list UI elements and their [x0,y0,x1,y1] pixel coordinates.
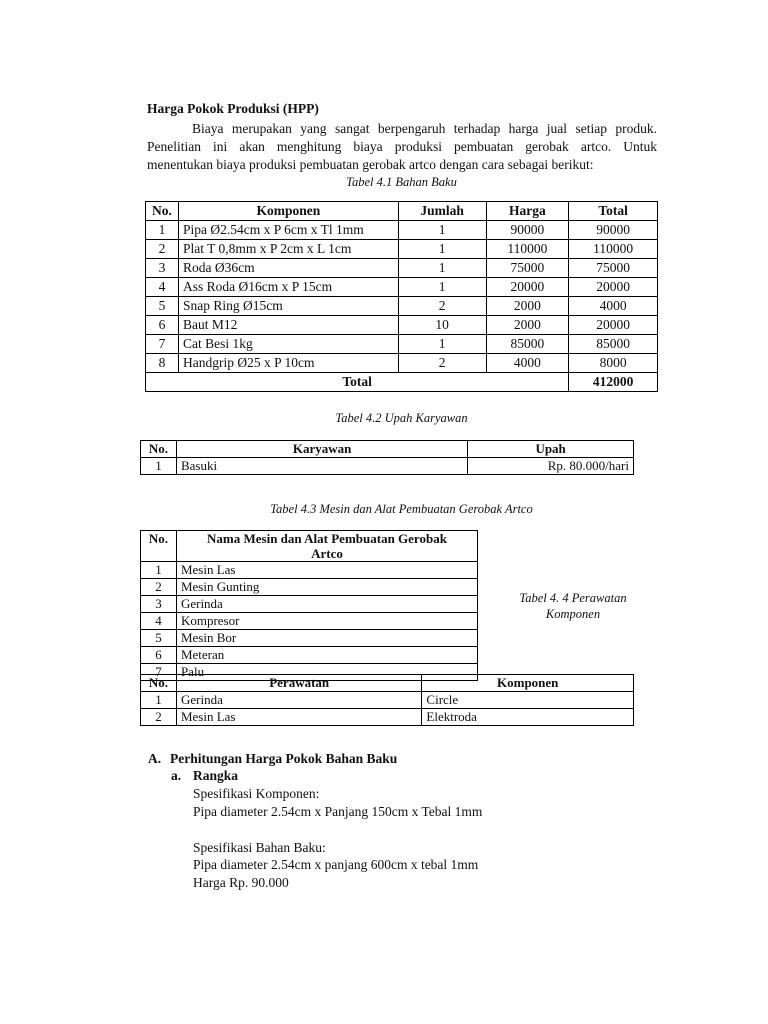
subsection-a-title: Rangka [193,768,239,783]
table-perawatan-komponen [140,674,634,726]
section-a-heading [148,751,397,767]
table4-caption-line2: Komponen [545,607,601,621]
cell-jumlah: 1 [398,278,486,297]
total-label: Total [146,373,569,392]
col-header: Perawatan [176,675,421,692]
cell-komponen: Pipa Ø2.54cm x P 6cm x Tl 1mm [178,221,398,240]
cell-komponen: Baut M12 [178,316,398,335]
cell-no: 1 [141,562,177,579]
spec-bahan-label: Spesifikasi Bahan Baku: [193,840,326,855]
cell-no: 2 [146,240,179,259]
table-bahan-baku [145,201,658,392]
table-row [146,221,658,240]
cell-no: 1 [146,221,179,240]
col-header: No. [141,675,177,692]
table-row [141,647,478,664]
cell-total: 85000 [569,335,658,354]
table-header-row [146,202,658,221]
intro-line-1: Biaya merupakan yang sangat berpengaruh terhadap harga jual setiap produk. [192,121,657,136]
cell-no: 6 [146,316,179,335]
table-row [146,335,658,354]
col-header: Upah [468,441,634,458]
table-mesin-alat [140,530,478,681]
table-row [146,354,658,373]
cell-komponen: Snap Ring Ø15cm [178,297,398,316]
cell-no: 5 [146,297,179,316]
col-header: Total [569,202,658,221]
cell-no: 3 [146,259,179,278]
col-header: No. [146,202,179,221]
cell-mesin: Mesin Gunting [176,579,477,596]
cell-mesin: Meteran [176,647,477,664]
col-header: Komponen [422,675,634,692]
section-heading: Harga Pokok Produksi (HPP) [147,101,319,116]
cell-karyawan: Basuki [176,458,467,475]
table2-caption: Tabel 4.2 Upah Karyawan [335,411,468,425]
cell-jumlah: 2 [398,297,486,316]
subsection-a-heading [171,768,238,784]
cell-total: 20000 [569,316,658,335]
cell-no: 1 [141,458,177,475]
cell-komponen: Circle [422,692,634,709]
subsection-a-label: a. [171,768,182,783]
table-row [141,562,478,579]
table1-caption: Tabel 4.1 Bahan Baku [346,175,457,189]
section-a-title: Perhitungan Harga Pokok Bahan Baku [170,751,398,766]
table-row [141,630,478,647]
cell-jumlah: 1 [398,259,486,278]
cell-harga: 20000 [486,278,569,297]
total-value: 412000 [569,373,658,392]
cell-harga: 2000 [486,316,569,335]
col-header: Komponen [178,202,398,221]
cell-no: 2 [141,709,177,726]
cell-komponen: Roda Ø36cm [178,259,398,278]
cell-no: 3 [141,596,177,613]
cell-harga: 2000 [486,297,569,316]
spec-komponen-value: Pipa diameter 2.54cm x Panjang 150cm x Tebal 1mm [193,804,483,819]
cell-no: 8 [146,354,179,373]
table-row [141,596,478,613]
table-row [141,579,478,596]
table-row [141,613,478,630]
cell-komponen: Ass Roda Ø16cm x P 15cm [178,278,398,297]
cell-total: 90000 [569,221,658,240]
cell-upah: Rp. 80.000/hari [468,458,634,475]
cell-harga: 90000 [486,221,569,240]
table-row [141,458,634,475]
table-header-row [141,531,478,562]
intro-line-2: Penelitian ini akan menghitung biaya produksi pembuatan gerobak artco. Untuk [147,139,657,154]
col-header: Karyawan [176,441,467,458]
cell-mesin: Mesin Bor [176,630,477,647]
cell-no: 6 [141,647,177,664]
cell-mesin: Gerinda [176,596,477,613]
cell-komponen: Handgrip Ø25 x P 10cm [178,354,398,373]
cell-no: 4 [141,613,177,630]
section-a-label: A. [148,751,162,766]
cell-komponen: Plat T 0,8mm x P 2cm x L 1cm [178,240,398,259]
cell-total: 75000 [569,259,658,278]
table-row [146,297,658,316]
cell-mesin: Palu [176,664,477,681]
table-row [146,240,658,259]
cell-no: 5 [141,630,177,647]
table-header-row [141,675,634,692]
cell-total: 4000 [569,297,658,316]
col-header: No. [141,441,177,458]
spec-komponen-label: Spesifikasi Komponen: [193,786,320,801]
table4-caption [500,590,646,622]
table-row [146,259,658,278]
table-row [141,692,634,709]
cell-jumlah: 1 [398,335,486,354]
cell-no: 7 [141,664,177,681]
cell-komponen: Elektroda [422,709,634,726]
spec-bahan-value: Pipa diameter 2.54cm x panjang 600cm x tebal 1mm [193,857,479,872]
cell-jumlah: 10 [398,316,486,335]
intro-line-3: menentukan biaya produksi pembuatan gerobak artco dengan cara sebagai berikut: [147,157,594,172]
cell-jumlah: 1 [398,240,486,259]
table3-caption: Tabel 4.3 Mesin dan Alat Pembuatan Gerobak Artco [270,502,533,516]
table-row [141,709,634,726]
cell-harga: 75000 [486,259,569,278]
table-row [146,316,658,335]
table-total-row [146,373,658,392]
table4-caption-line1: Tabel 4. 4 Perawatan [519,591,627,605]
cell-mesin: Kompresor [176,613,477,630]
table-row [146,278,658,297]
cell-harga: 110000 [486,240,569,259]
cell-no: 7 [146,335,179,354]
col-header: No. [141,531,177,562]
cell-harga: 85000 [486,335,569,354]
cell-harga: 4000 [486,354,569,373]
cell-total: 20000 [569,278,658,297]
cell-komponen: Cat Besi 1kg [178,335,398,354]
cell-jumlah: 1 [398,221,486,240]
cell-mesin: Mesin Las [176,562,477,579]
cell-perawatan: Mesin Las [176,709,421,726]
table-header-row [141,441,634,458]
cell-no: 4 [146,278,179,297]
cell-no: 2 [141,579,177,596]
col-header: Jumlah [398,202,486,221]
cell-total: 8000 [569,354,658,373]
table-upah-karyawan [140,440,634,475]
cell-jumlah: 2 [398,354,486,373]
intro-paragraph [147,120,657,174]
cell-perawatan: Gerinda [176,692,421,709]
col-header: Nama Mesin dan Alat Pembuatan Gerobak Artco [176,531,477,562]
cell-total: 110000 [569,240,658,259]
price-line: Harga Rp. 90.000 [193,875,289,890]
col-header: Harga [486,202,569,221]
cell-no: 1 [141,692,177,709]
